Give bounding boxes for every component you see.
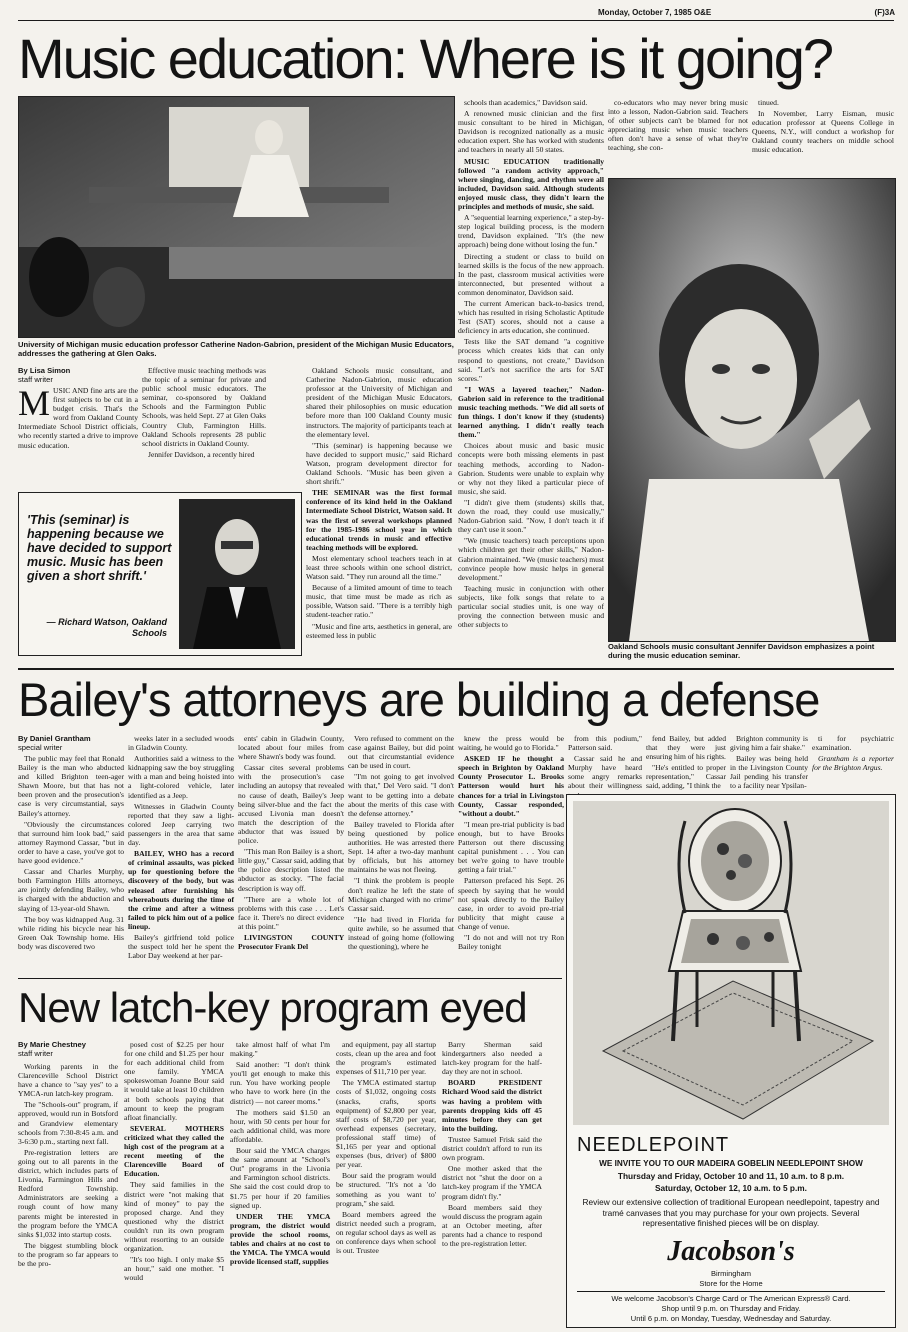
bailey-col1-para: The boy was kidnapped Aug. 31 while riding his bicycle near his Green Oak Township home. His body was discovered two — [18, 914, 124, 951]
latchkey-col4-para: The YMCA estimated startup costs of $1,032, ongoing costs (snacks, crafts, sports equipment) of $2,800 per year, staff costs of $8,720 per year, overhead expenses (secretary, professional staff time) of $1,165 per year and optional expenses (bus, driver) of $800 per year. — [336, 1078, 436, 1170]
latchkey-byline-title: staff writer — [18, 1049, 53, 1058]
bailey-col6-para: Cassar said he and Murphy have heard some angry remarks about their willingness — [568, 754, 642, 791]
music-column-3 — [306, 366, 452, 660]
latchkey-col2-para: "It's too high. I only make $5 an hour," said one mother. "I would — [124, 1255, 224, 1283]
seminar-photo-image — [19, 97, 454, 337]
music-col4-subhead — [458, 385, 604, 440]
music-col4-para: schools than academics," Davidson said. — [464, 98, 588, 107]
music-column-5 — [608, 98, 748, 158]
section-rule-2 — [18, 978, 562, 979]
subhead-lead: LIVINGSTON COUNTY — [244, 932, 344, 942]
music-lead-text: USIC AND fine arts are the first subjects to be cut in a budget crisis. That's the word from Oakland County Intermediate School District officials, who recently started a drive to improve music education. — [18, 386, 138, 450]
music-col4-para: "We (music teachers) teach perceptions upon which children get their other skills," Nadon-Gabrion maintained. "We (music teachers) must convince people how music helps in general development." — [458, 536, 604, 582]
bailey-col5-para: "I do not and will not try Ron Bailey tonight — [458, 932, 564, 952]
music-col4-para: A "sequential learning experience," a step-by-step logical building process, is the modern trend, Davidson explained. "It's (the new approach) being done without losing the fun." — [458, 213, 604, 250]
latchkey-byline — [18, 1040, 118, 1060]
music-byline-title: staff writer — [18, 375, 53, 384]
bailey-column-6 — [568, 734, 642, 790]
music-col3-para: Because of a limited amount of time to teach music, that time must be made as rich as possible, Watson said. "There is a terribly high student-teacher ratio." — [306, 583, 452, 620]
folio-page-code: (F)3A — [874, 8, 895, 17]
bailey-col5-subhead — [458, 754, 564, 818]
bailey-col2-para: Authorities said a witness to the kidnapping saw the boy struggling with a man and being hoisted into a light-colored vehicle, later identified as a Jeep. — [128, 754, 234, 800]
ad-dates-saturday: Saturday, October 12, 10 a.m. to 5 p.m. — [654, 1183, 807, 1193]
latchkey-column-2 — [124, 1040, 224, 1326]
subhead-lead: SEVERAL MOTHERS — [130, 1123, 224, 1133]
bailey-column-2 — [128, 734, 234, 976]
bailey-headline: Bailey's attorneys are building a defense — [18, 673, 820, 726]
music-column-4 — [458, 98, 604, 660]
bailey-byline-title: special writer — [18, 743, 63, 752]
music-seminar-photo — [18, 96, 455, 338]
latchkey-col3-subhead — [230, 1212, 330, 1267]
latchkey-col1-para: Working parents in the Clarenceville School District have a chance to "say yes" to a YMCA-run latch-key program. — [18, 1062, 118, 1099]
ad-payment-note: We welcome Jacobson's Charge Card or The American Express® Card. — [611, 1294, 851, 1303]
bailey-col1-para: Cassar and Charles Murphy, both Farmington Hills attorneys, are jointly defending Bailey, who is charged with the abduction and slaying of 13-year-old Shawn. — [18, 867, 124, 913]
bailey-col2-para: Bailey's girlfriend told police the suspect told her he spent the Labor Day weekend at her par- — [128, 932, 234, 961]
music-col4-para: The current American back-to-basics trend, which has resulted in rising Scholastic Aptitude Test (SAT) scores, should not a cause a deficiency in arts education, she continued. — [458, 298, 604, 336]
music-byline-name: By Lisa Simon — [18, 366, 71, 375]
ad-invitation: WE INVITE YOU TO OUR MADEIRA GOBELIN NEEDLEPOINT SHOW — [599, 1159, 863, 1168]
music-dropcap: M — [18, 383, 51, 423]
ad-dates-weekday: Thursday and Friday, October 10 and 11, 10 a.m. to 8 p.m. — [617, 1171, 845, 1181]
music-col3-para: Most elementary school teachers teach in at least three schools within one school district, Watson said. "They run around all the time." — [306, 553, 452, 582]
music-col6-para: In November, Larry Eisman, music education professor at Queens College in Queens, N.Y., will conduct a workshop for Oakland county teachers on middle school music education. — [752, 109, 894, 155]
latchkey-col5-para: Barry Sherman said kindergartners also needed a latch-key program for the half-day they are not in school. — [442, 1040, 542, 1077]
subhead-lead: THE SEMINAR — [312, 488, 370, 498]
top-rule — [18, 20, 894, 21]
music-col4-para: Tests like the SAT demand "a cognitive process which creates kids that can only respond to questions, not create," Davidson said. "Let's not sacrifice the arts for SAT scores." — [458, 337, 604, 383]
bailey-column-3 — [238, 734, 344, 976]
music-headline: Music education: Where is it going? — [18, 27, 832, 90]
bailey-col2-subhead — [128, 849, 234, 931]
latchkey-col1-para: The biggest stumbling block to the program so far appears to be the pro- — [18, 1240, 118, 1268]
music-col3-para: "This (seminar) is happening because we have decided to support music," said Richard Watson, program development director for Oakland Schools. "Music has been given a short shrift." — [306, 440, 452, 487]
bailey-credit: Grantham is a reporter for the Brighton Argus. — [812, 754, 894, 773]
folio-date: Monday, October 7, 1985 O&E — [598, 8, 712, 17]
bailey-col7-para: fend Bailey, but added that they were just ensuring him of his rights. — [646, 734, 726, 762]
subhead-text: traditionally followed "a random activity approach," where singing, dancing, and rhythm were all included, Davidson said. Although students enjoyed music class, they didn't learn the principles and methods of music, she said. — [458, 156, 604, 212]
music-col4-para: A renowned music clinician and the first music consultant to be hired in Michigan, Davidson is recognized nationally as a music education expert. She has worked with students and teachers in nearly all 50 states. — [458, 109, 604, 155]
bailey-col4-para: "I'm not going to get involved with that," Del Vero said. "I don't want to be getting into a debate about the merits of this case with the defense attorney." — [348, 772, 454, 818]
jacobsons-logo: Jacobson's — [667, 1236, 795, 1267]
music-lead-column — [18, 383, 138, 481]
latchkey-col2-para: They said families in the district were "not making that kind of money" to pay the proposed charge. And they questioned why the district couldn't run its own program without resorting to an outside organization. — [124, 1180, 224, 1254]
music-col5-para: co-educators who may never bring music into a lesson, Nadon-Gabrion said. Teachers of other subjects can't be blamed for not appreciating music when music teachers often don't have a sense of what they're teaching, she con- — [608, 98, 748, 153]
subhead-lead: BAILEY, WHO — [134, 849, 188, 859]
latchkey-col5-para: Board members said they would discuss the program again at an October meeting, after parents had a chance to respond to the pre-registration letter. — [442, 1202, 542, 1248]
music-column-6 — [752, 98, 894, 170]
bailey-col4-para: Vero refused to comment on the case against Bailey, but did point out that circumstantial evidence can be used in court. — [348, 734, 454, 771]
subhead-lead: BOARD PRESIDENT — [448, 1078, 542, 1088]
music-col3-subhead — [306, 488, 452, 552]
latchkey-col2-subhead — [124, 1124, 224, 1179]
subhead-text: has a record of criminal assaults, was picked up for questioning before the discovery of the body, but was released after furnishing his whereabouts during the time of the crime and after a witness failed to pick him out of a police lineup. — [128, 849, 234, 931]
music-column-2 — [142, 366, 266, 486]
bailey-col1-para: The public may feel that Ronald Bailey is the man who abducted and killed Brighton teen-ager Shawn Moore, but that has not been proven and the prosecution's case is very circumstantial, says Bailey's attorney. — [18, 754, 124, 818]
bailey-col9-para: ti for psychiatric examination. — [812, 734, 894, 753]
bailey-col1-para: "Obviously the circumstances that surround him look bad," said attorney Raymond Cassar, "but in order to have a case, you've got to have good evidence." — [18, 819, 124, 866]
bailey-col3-para: Cassar cites several problems with the prosecution's case including an autopsy that revealed no cause of death, Bailey's Jeep being silver-blue and the fact the accused Livonia man doesn't match the description of the abductor that was issued by police. — [238, 763, 344, 846]
latchkey-col5-para: Trustee Samuel Frisk said the district couldn't afford to run its own program. — [442, 1134, 542, 1163]
ad-hours-regular: Until 6 p.m. on Monday, Tuesday, Wednesday and Saturday. — [630, 1314, 832, 1323]
music-col4-para: Choices about music and basic music concepts were both missing elements in past teaching methods, according to Nadon-Gabrion. Students were unable to explain why or why not they liked a particular piece of music, she said. — [458, 441, 604, 496]
latchkey-column-1 — [18, 1062, 118, 1326]
bailey-byline — [18, 734, 128, 754]
subhead-lead: "I WAS — [464, 384, 495, 394]
latchkey-col4-para: Bour said the program would be structured. "It's not a 'do something as you want to' program," she said. — [336, 1171, 436, 1208]
davidson-photo-image — [609, 179, 895, 641]
latchkey-col3-para: Said another: "I don't think you'll get enough to make this run. You have working people who have to work here (in the district) — not career moms." — [230, 1060, 330, 1106]
latchkey-col3-para: take almost half of what I'm making." — [230, 1040, 330, 1059]
davidson-photo-caption: Oakland Schools music consultant Jennifer Davidson emphasizes a point during the music education seminar. — [608, 642, 875, 660]
bailey-col3-subhead — [238, 933, 344, 951]
latchkey-col4-para: Board members agreed the district needed such a program, on regular school days as well as on conference days when school is out. Trustee — [336, 1209, 436, 1256]
music-col2-para: Jennifer Davidson, a recently hired — [148, 449, 255, 459]
bailey-col4-para: Bailey traveled to Florida after being questioned by police authorities. He was arrested there Sept. 14 after a two-day manhunt by officials, but his attorney maintains he was not fleeing. — [348, 819, 454, 875]
subhead-lead: MUSIC EDUCATION — [464, 156, 550, 166]
music-col4-para: "I didn't give them (students) skills that, down the road, they could use musically," Nadon-Gabrion said. "Now, I don't teach it if they can't use it soon." — [458, 497, 604, 535]
bailey-column-1 — [18, 754, 124, 976]
bailey-col2-para: weeks later in a secluded woods in Gladwin County. — [128, 734, 234, 753]
subhead-text: Prosecutor Frank Del — [238, 942, 309, 952]
latchkey-col4-para: and equipment, pay all startup costs, clean up the area and foot the program's estimated expenses of $11,710 per year. — [336, 1040, 436, 1077]
latchkey-col1-para: Pre-registration letters are going out to all parents in the district, which includes parts of Livonia, Farmington Hills and Redford Township. Administrators are seeking a rough count of how many parents might be interested in the program before the YMCA sinks $1,032 into startup costs. — [18, 1147, 118, 1239]
bailey-col8-para: Brighton community is giving him a fair shake." — [730, 734, 808, 753]
latchkey-col5-para: One mother asked that the district not "shut the door on a latch-key program if the YMCA program didn't fly." — [442, 1164, 542, 1201]
bailey-col5-para: knew the press would be waiting, he would go to Florida." — [458, 734, 564, 753]
portrait-image — [179, 499, 295, 649]
bailey-col3-para: "This man Ron Bailey is a short, little guy," Cassar said, adding that the police description listed the abductor as stocky. "The facial description is way off. — [238, 847, 344, 893]
bailey-col8-para: Bailey was being held in the Livingston County Jail pending his transfer to a facility near Ypsilan- — [730, 754, 808, 791]
ad-description: Review our extensive collection of traditional European needlepoint, tapestry and tramé canvases that you may purchase for your own projects. Several representative finished pieces will be on display. — [582, 1197, 880, 1228]
latchkey-column-4 — [336, 1040, 436, 1326]
subhead-text: criticized what they called the high cost of the program at a recent meeting of the Clarenceville Board of Education. — [124, 1132, 224, 1179]
latchkey-column-3 — [230, 1040, 330, 1326]
bailey-col4-para: "He had lived in Florida for quite awhile, so he assumed that instead of going home (following the questioning), where he — [348, 914, 454, 952]
music-col4-para: Teaching music in conjunction with other subjects, like folk songs that relate to a particular social studies unit, is one way of proving the connection between music and other subjects to — [458, 583, 604, 630]
music-photo-caption: University of Michigan music education professor Catherine Nadon-Gabrion, president of the Michigan Music Educators, addresses the gathering at Glen Oaks. — [18, 340, 454, 358]
bailey-col4-para: "I think the problem is people don't realize he left the state of Michigan charged with no crime" Cassar said. — [348, 876, 454, 913]
bailey-column-8 — [730, 734, 808, 790]
bailey-col6-para: from this podium," Patterson said. — [568, 734, 642, 753]
bailey-col3-para: ents' cabin in Gladwin County, located about four miles from where Shawn's body was found. — [238, 734, 344, 762]
music-col2-para: Effective music teaching methods was the topic of a seminar for private and public school music educators. The seminar, co-sponsored by Oakland Schools and the Farmington Public Schools, was held Sept. 27 at Glen Oaks Country Club, Farmington Hills. Oakland Schools represents 28 public school districts in Oakland County. — [142, 366, 266, 448]
needlepoint-chair-illustration — [573, 801, 889, 1125]
pullquote-text: 'This (seminar) is happening because we have decided to support music. Music has been given a short shrift.' — [27, 513, 172, 583]
latchkey-col3-para: The mothers said $1.50 an hour, with 50 cents per hour for each additional child, was more affordable. — [230, 1107, 330, 1144]
pullquote-attribution: — Richard Watson, Oakland Schools — [46, 617, 167, 638]
subhead-text: a layered teacher," Nadon-Gabrion said in reference to the traditional music teaching methods. "We did all sorts of fun things. I don't know if they (students) learned anything. I didn't really teach them." — [458, 384, 604, 440]
subhead-text: was the first formal conference of its kind held in the Oakland Intermediate School District, Watson said. It was the first of several workshops planned for the 1985-1986 school year in which educational trends in music and effective teaching methods will be explored. — [306, 488, 452, 552]
latchkey-col1-para: The "Schools-out" program, if approved, would run in Botsford and Grandview elementary schools from 7:30-8:45 a.m. and 3-6:30 p.m., starting next fall. — [18, 1100, 118, 1146]
subhead-lead: ASKED IF — [464, 754, 505, 764]
latchkey-col5-subhead — [442, 1078, 542, 1133]
subhead-text: he thought a speech in Brighton by Oakland County Prosecutor L. Brooks Patterson would hurt his chances for a trial in Livingston County, Cassar responded, "without a doubt." — [458, 754, 565, 818]
bailey-col7-para: "He's entitled to proper representation," Cassar said, adding, "I think the — [646, 763, 726, 791]
subhead-text: program, the district would provide the school rooms, tables and chairs at no cost to the YMCA. The YMCA would provide licensed staff, supplies — [230, 1220, 330, 1267]
needlepoint-wordmark: NEEDLEPOINT — [577, 1134, 730, 1156]
subhead-text: Richard Wood said the district was having a problem with parents dropping kids off 45 minutes before they can get into the building. — [442, 1087, 542, 1133]
richard-watson-portrait — [179, 499, 295, 649]
latchkey-col2-para: posed cost of $2.25 per hour for one child and $1.25 per hour for each additional child from one family. YMCA spokeswoman Joanne Bour said it would take at least 10 children at both schools paying that amount to keep the program afloat financially. — [124, 1040, 224, 1122]
bailey-byline-name: By Daniel Grantham — [18, 734, 91, 743]
latchkey-byline-name: By Marie Chestney — [18, 1040, 86, 1049]
ad-store-tag: Store for the Home — [699, 1279, 763, 1288]
bailey-col5-para: Patterson prefaced his Sept. 26 speech by saying that he would not speak directly to the Bailey case, in order to avoid pre-trial publicity that might cause a change of venue. — [458, 876, 564, 931]
bailey-column-4 — [348, 734, 454, 976]
ad-divider — [577, 1291, 885, 1292]
ad-store-city: Birmingham — [710, 1269, 751, 1278]
latchkey-column-5 — [442, 1040, 542, 1326]
latchkey-col3-para: Bour said the YMCA charges the same amount at "School's Out" programs in the Livonia and Farmington school districts. She said the cost could drop to $1.75 per hour if 20 families signed up. — [230, 1146, 330, 1210]
bailey-col3-para: "There are a whole lot of problems with this case . . . Let's face it. There's no direct evidence at this point." — [238, 894, 344, 931]
music-col4-subhead — [458, 157, 604, 212]
latchkey-headline: New latch-key program eyed — [18, 984, 527, 1031]
davidson-photo — [608, 178, 896, 642]
pullquote-box — [18, 492, 302, 656]
ad-hours-late: Shop until 9 p.m. on Thursday and Friday. — [661, 1304, 801, 1313]
music-col6-para: tinued. — [758, 98, 779, 107]
chair-drawing — [573, 801, 889, 1125]
subhead-lead: UNDER THE YMCA — [236, 1211, 330, 1221]
music-col3-para: Oakland Schools music consultant, and Catherine Nadon-Gabrion, music education professor at the University of Michigan and president of the Michigan Music Educators, shared their philosophies on music education before more than 100 Oakland County music instructors. The majority of participants teach at the elementary level. — [306, 366, 452, 439]
bailey-col5-para: "I mean pre-trial publicity is bad enough, but to have Brooks Patterson out there discussing capital punishment . . . You can bet we're going to have trouble getting a fair trial." — [458, 819, 564, 875]
music-col3-para: "Music and fine arts, aesthetics in general, are esteemed less in public — [306, 621, 452, 640]
bailey-col2-para: Witnesses in Gladwin County reported that they saw a light-colored Jeep carrying two passengers in the area that same day. — [128, 801, 234, 848]
jacobsons-ad — [566, 794, 896, 1328]
section-rule-1 — [18, 668, 894, 670]
music-col4-para: Directing a student or class to build on learned skills is the focus of the new approach. In the past, classroom musical activities were interconnected, but presented without a common denominator, Davidson said. — [458, 251, 604, 297]
bailey-column-9 — [812, 734, 894, 790]
bailey-column-5 — [458, 734, 564, 976]
bailey-column-7 — [646, 734, 726, 790]
